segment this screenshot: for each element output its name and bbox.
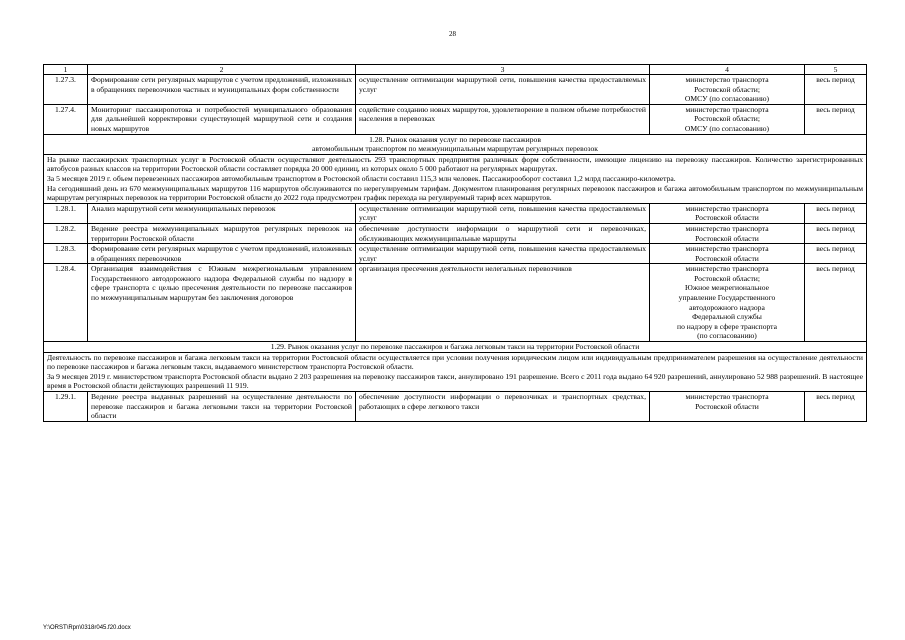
measure-action: Ведение реестра межмуниципальных маршрутов регулярных перевозок на территории Ростовской области (88, 223, 356, 243)
column-number-row (44, 65, 867, 75)
table-row (44, 104, 867, 134)
file-path-footer: Y:\ORST\Rpn\0318r045.f20.docx (43, 625, 131, 631)
description-paragraph: На рынке пассажирских транспортных услуг в Ростовской области осуществляют деятельность 293 транспортных предприятия различных форм собственности, имеющие лицензию на перевозку пассажиров. Количество зарегистрированных автобусов разных классов на территории Ростовской области составляет порядка 20 000 единиц, из которых около 5 000 работают на регулярных маршрутах. (47, 154, 863, 174)
executor-line: Ростовской области (695, 213, 759, 223)
measure-action: Ведение реестра выданных разрешений на осуществление деятельности по перевозке пассажиров и багажа легковыми такси на территории Ростовской области (88, 392, 356, 422)
measure-period: весь период (805, 203, 867, 223)
measure-period: весь период (805, 223, 867, 243)
measure-executor (650, 203, 805, 223)
col-number-4: 4 (650, 65, 805, 75)
executor-line: министерство транспорта (685, 203, 769, 213)
measure-executor (650, 75, 805, 105)
executor-line: министерство транспорта (685, 104, 769, 114)
measure-number: 1.28.2. (44, 223, 88, 243)
executor-line: министерство транспорта (685, 392, 769, 401)
measure-number: 1.28.4. (44, 264, 88, 342)
measure-number: 1.28.3. (44, 244, 88, 264)
measure-goal: осуществление оптимизации маршрутной сети, повышения качества предоставляемых услуг (356, 75, 650, 105)
executor-line: Ростовской области; (694, 114, 760, 124)
description-paragraph: На сегодняшний день из 670 межмуниципальных маршрутов 116 маршрутов обслуживаются по нерегулируемым тарифам. Документом планирования регулярных перевозок пассажиров и багажа автомобильным транспортом по межмуниципальным маршрутам регулярных перевозок на территории Ростовской области до 2022 года предусмотрен график перехода на регулируемый тариф всех маршрутов. (47, 183, 863, 203)
section-128-text (44, 154, 867, 203)
table-row (44, 203, 867, 223)
measure-goal: осуществление оптимизации маршрутной сети, повышения качества предоставляемых услуг (356, 244, 650, 264)
section-description (44, 154, 867, 203)
executor-line: министерство транспорта (685, 223, 769, 233)
executor-line: Ростовской области (695, 401, 759, 411)
description-paragraph: Деятельность по перевозке пассажиров и багажа легковым такси на территории Ростовской области осуществляется при условии получения юридическим лицом или индивидуальным предпринимателем разрешения на осуществление деятельности по перевозке пассажиров и багажа легковым такси, выдаваемого министерством транспорта Ростовской области. (47, 352, 863, 372)
measure-period: весь период (805, 264, 867, 342)
measure-goal: осуществление оптимизации маршрутной сети, повышения качества предоставляемых услуг (356, 203, 650, 223)
executor-line: Ростовской области; (694, 84, 760, 94)
measure-number: 1.27.3. (44, 75, 88, 105)
measure-executor (650, 264, 805, 342)
measure-executor (650, 104, 805, 134)
measure-action: Мониторинг пассажиропотока и потребностей муниципального образования для дальнейшей корректировки существующей маршрутной сети и создания новых маршрутов (88, 104, 356, 134)
section-129-text (44, 352, 867, 391)
section-title (44, 342, 867, 353)
executor-line: ОМСУ (по согласованию) (684, 94, 770, 104)
measure-goal: организация пресечения деятельности нелегальных перевозчиков (356, 264, 650, 342)
executor-line: Ростовской области (695, 233, 759, 243)
section-title-line: автомобильным транспортом по межмуниципальным маршрутам регулярных перевозок (312, 144, 598, 154)
measures-table (43, 64, 867, 422)
col-number-3: 3 (356, 65, 650, 75)
section-title-line: 1.29. Рынок оказания услуг по перевозке пассажиров и багажа легковым такси на территории Ростовской области (270, 342, 640, 352)
table-row (44, 392, 867, 422)
measure-action: Формирование сети регулярных маршрутов с учетом предложений, изложенных в обращениях перевозчиков частных и муниципальных форм собственности (88, 75, 356, 105)
description-paragraph: За 9 месяцев 2019 г. министерством транспорта Ростовской области выдано 2 203 разрешения на перевозку пассажиров такси, аннулировано 191 разрешение. Всего с 2011 года выдано 64 920 разрешений, аннулировано 52 988 разрешений. В настоящее время в Ростовской области действующих разрешений 11 919. (47, 371, 863, 391)
executor-line: управление Государственного (678, 293, 776, 303)
executor-line: Южное межрегиональное (684, 283, 769, 293)
description-paragraph: За 5 месяцев 2019 г. объем перевезенных пассажиров автомобильным транспортом в Ростовской области составил 115,3 млн человек. Пассажирооборот составил 1,2 млрд пассажиро-километра. (47, 173, 676, 183)
measure-goal: обеспечение доступности информации о перевозчиках и транспортных средствах, работающих в сфере легкового такси (356, 392, 650, 422)
measure-action: Формирование сети регулярных маршрутов с учетом предложений, изложенных в обращениях перевозчиков (88, 244, 356, 264)
executor-line: министерство транспорта (685, 264, 769, 274)
section-title-line: 1.28. Рынок оказания услуг по перевозке пассажиров (369, 134, 541, 144)
measure-goal: обеспечение доступности информации о маршрутной сети и перевозчиках, обслуживающих межмуниципальные маршруты (356, 223, 650, 243)
col-number-1: 1 (44, 65, 88, 75)
measure-executor (650, 392, 805, 422)
section-128-header (44, 134, 867, 154)
measure-period: весь период (805, 104, 867, 134)
measure-action: Организация взаимодействия с Южным межрегиональным управлением Государственного автодорожного надзора Федеральной службы по надзору в сфере транспорта с целью пресечения деятельности по перевозке пассажиров по межмуниципальным маршрутам без заключения договоров (88, 264, 356, 342)
measure-period: весь период (805, 244, 867, 264)
executor-line: Ростовской области; (694, 273, 760, 283)
executor-line: ОМСУ (по согласованию) (684, 123, 770, 133)
executor-line: министерство транспорта (685, 244, 769, 254)
measure-number: 1.28.1. (44, 203, 88, 223)
table-row (44, 75, 867, 105)
table-row (44, 223, 867, 243)
table-row (44, 244, 867, 264)
executor-line: по надзору в сфере транспорта (677, 321, 777, 331)
table-row (44, 264, 867, 342)
executor-line: автодорожного надзора (689, 302, 765, 312)
executor-line: (по согласованию) (697, 331, 757, 341)
measure-executor (650, 223, 805, 243)
section-129-header (44, 342, 867, 353)
measure-period: весь период (805, 392, 867, 422)
executor-line: министерство транспорта (685, 75, 769, 84)
col-number-2: 2 (88, 65, 356, 75)
page-number: 28 (449, 30, 456, 38)
executor-line: Федеральной службы (692, 312, 762, 322)
measure-number: 1.27.4. (44, 104, 88, 134)
executor-line: Ростовской области (695, 253, 759, 263)
measure-number: 1.29.1. (44, 392, 88, 422)
col-number-5: 5 (805, 65, 867, 75)
measure-action: Анализ маршрутной сети межмуниципальных перевозок (88, 203, 356, 223)
measure-period: весь период (805, 75, 867, 105)
measure-executor (650, 244, 805, 264)
measure-goal: содействие созданию новых маршрутов, удовлетворение в полном объеме потребностей населения в перевозках (356, 104, 650, 134)
section-description (44, 352, 867, 391)
section-title (44, 134, 867, 154)
